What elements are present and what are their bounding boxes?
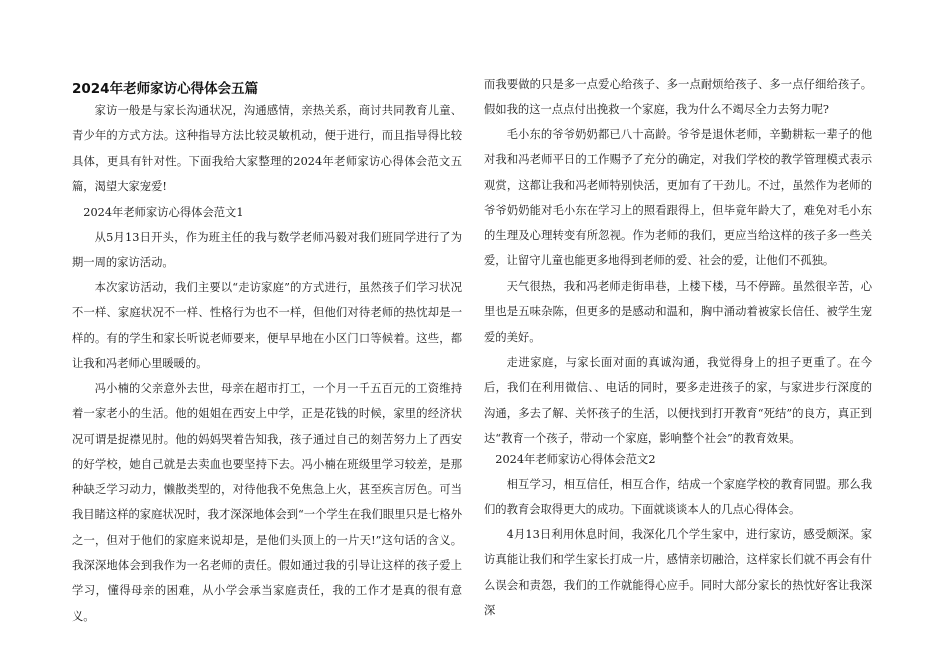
section-heading-2: 2024年老师家访心得体会范文2 (495, 453, 656, 466)
paragraph: 从5月13日开头，作为班主任的我与数学老师冯毅对我们班同学进行了为期一周的家访活动。 (72, 231, 462, 270)
document-title: 2024年老师家访心得体会五篇 (72, 81, 259, 97)
paragraph: 冯小楠的父亲意外去世，母亲在超市打工，一个月一千五百元的工资维持着一家老小的生活。他的姐姐在西安上中学，正是花钱的时候，家里的经济状况可谓是捉襟见肘。他的妈妈哭着告知我，孩子通过自己的刻苦努力上了西安的好学校，她自己就是去卖血也要坚持下去。冯小楠在班级里学习较差，是那种缺乏学习动力，懒散类型的，对待他我不免焦急上火，甚至疾言厉色。可当我目睹这样的家庭状况时，我才深深地体会到“一个学生在我们眼里只是七格外之一，但对于他们的家庭来说却是，是他们头顶上的一片天!”这句话的含义。我深深地体会到我作为一名老师的责任。假如通过我的引导让这样的孩子爱上学习，懂得母亲的困难，从小学会承当家庭责任，我的工作才是真的很有意义。 (72, 382, 462, 623)
paragraph: 本次家访活动，我们主要以“走访家庭”的方式进行，虽然孩子们学习状况不一样、家庭状况不一样、性格行为也不一样，但他们对待老师的热忱却是一样的。有的学生和家长听说老师要来，便早早地在小区门口等候着。这些，都让我和冯老师心里暖暖的。 (72, 281, 462, 370)
paragraph: 相互学习，相互信任，相互合作，结成一个家庭学校的教育同盟。那么我们的教育会取得更大的成功。下面就谈谈本人的几点心得体会。 (484, 478, 872, 517)
intro-paragraph: 家访一般是与家长沟通状况，沟通感情，亲热关系，商讨共同教育儿童、青少年的方式方法。这种指导方法比较灵敏机动，便于进行，而且指导得比较具体，更具有针对性。下面我给大家整理的2024年老师家访心得体会范文五篇，渴望大家宠爱! (72, 104, 462, 193)
paragraph: 4月13日利用休息时间，我深化几个学生家中，进行家访，感受颇深。家访真能让我们和学生家长打成一片，感情亲切融洽，这样家长们就不再会有什么误会和责怨，我们的工作就能得心应手。同时大部分家长的热忱好客让我深深 (484, 528, 872, 617)
paragraph: 走进家庭，与家长面对面的真诚沟通，我觉得身上的担子更重了。在今后，我们在利用微信、、电话的同时，要多走进孩子的家，与家进步行深度的沟通，多去了解、关怀孩子的生活，以便找到打开教育“死结”的良方，真正到达“教育一个孩子，带动一个家庭，影响整个社会”的教育效果。 (484, 356, 872, 445)
paragraph-continued: 而我要做的只是多一点爱心给孩子、多一点耐烦给孩子、多一点仔细给孩子。假如我的这一点点付出挽救一个家庭，我为什么不竭尽全力去努力呢? (484, 78, 872, 117)
section-heading-1: 2024年老师家访心得体会范文1 (83, 206, 244, 219)
paragraph: 毛小东的爷爷奶奶都已八十高龄。爷爷是退休老师，辛勤耕耘一辈子的他对我和冯老师平日的工作赐予了充分的确定，对我们学校的教学管理模式表示观赏，这都让我和冯老师特别快活，更加有了干劲儿。不过，虽然作为老师的爷爷奶奶能对毛小东在学习上的照看跟得上，但毕竟年龄大了，难免对毛小东的生理及心理转变有所忽视。作为老师的我们，更应当给这样的孩子多一些关爱，让留守儿童也能更多地得到老师的爱、社会的爱，让他们不孤独。 (484, 128, 872, 268)
paragraph: 天气很热，我和冯老师走街串巷，上楼下楼，马不停蹄。虽然很辛苦，心里也是五味杂陈，但更多的是感动和温和，胸中涌动着被家长信任、被学生宠爱的美好。 (484, 280, 872, 344)
